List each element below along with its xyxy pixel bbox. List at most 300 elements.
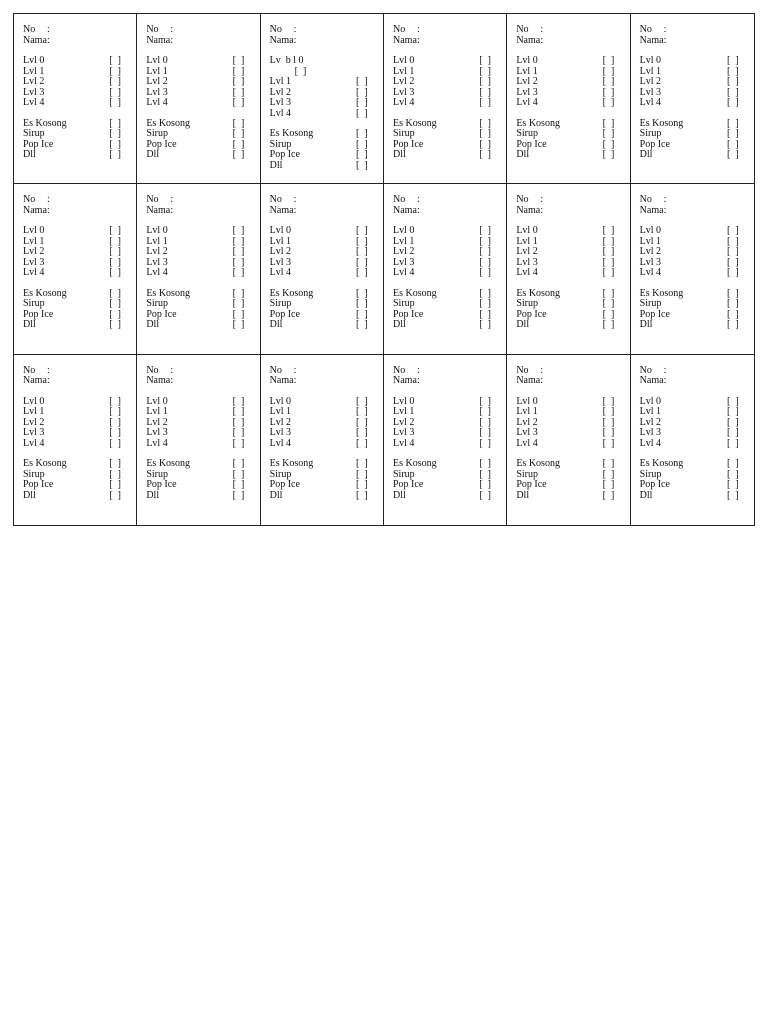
level-options	[516, 56, 619, 109]
checkbox[interactable]: [ ]	[232, 308, 245, 320]
option-label: Lvl 1	[23, 235, 45, 247]
level-option[interactable]	[393, 77, 496, 88]
checkbox[interactable]: [ ]	[356, 308, 368, 320]
checkbox[interactable]: [ ]	[727, 479, 739, 491]
option-label: Pop Ice	[639, 308, 670, 320]
level-option[interactable]	[640, 98, 744, 109]
option-label: Lvl 1	[146, 235, 168, 247]
level-option[interactable]	[270, 439, 373, 450]
nama-field-label: Nama	[393, 34, 417, 46]
option-label: Lvl 1	[639, 65, 662, 77]
checkbox[interactable]: [ ]	[356, 149, 368, 160]
checkbox[interactable]: [ ]	[232, 235, 245, 247]
level-option[interactable]	[146, 56, 249, 67]
checkbox[interactable]: [ ]	[109, 246, 121, 258]
option-label: Es Kosong	[269, 287, 314, 299]
level-option[interactable]	[640, 439, 744, 450]
checkbox[interactable]: [ ]	[109, 128, 121, 139]
level-option[interactable]	[516, 77, 619, 88]
extra-option[interactable]	[270, 150, 373, 161]
checkbox[interactable]: [ ]	[479, 489, 491, 501]
checkbox[interactable]: [ ]	[479, 97, 491, 108]
checkbox[interactable]: [ ]	[479, 308, 491, 320]
level-options	[23, 226, 126, 279]
option-label: Sirup	[269, 298, 292, 310]
extra-option[interactable]	[393, 129, 496, 140]
checkbox[interactable]: [ ]	[602, 267, 615, 279]
nama-field	[516, 376, 619, 387]
nama-field	[640, 206, 744, 217]
option-label: Sirup	[393, 128, 415, 139]
checkbox[interactable]: [ ]	[232, 65, 245, 77]
checkbox[interactable]: [ ]	[356, 76, 368, 87]
checkbox[interactable]: [ ]	[479, 479, 491, 491]
nama-field-label: Nama	[516, 375, 541, 387]
checkbox[interactable]: [ ]	[232, 437, 245, 449]
level-option[interactable]	[393, 268, 496, 279]
checkbox[interactable]: [ ]	[109, 406, 121, 418]
order-card	[507, 184, 630, 354]
option-label: Lvl 0	[23, 225, 45, 237]
checkbox[interactable]: [ ]	[602, 427, 615, 439]
checkbox[interactable]: [ ]	[727, 97, 739, 108]
option-label: Dll	[23, 149, 36, 160]
checkbox[interactable]: [ ]	[356, 138, 368, 150]
extra-option[interactable]	[640, 129, 744, 140]
checkbox[interactable]: [ ]	[479, 287, 491, 299]
checkbox[interactable]: [ ]	[479, 225, 491, 237]
option-label: Pop Ice	[23, 138, 54, 150]
checkbox[interactable]: [ ]	[356, 468, 368, 480]
checkbox[interactable]: [ ]	[356, 267, 368, 279]
checkbox[interactable]: [ ]	[727, 395, 739, 407]
checkbox[interactable]: [ ]	[356, 416, 368, 428]
no-field-label: No	[639, 24, 652, 35]
order-card	[261, 355, 384, 525]
checkbox[interactable]: [ ]	[602, 149, 615, 160]
checkbox[interactable]: [ ]	[232, 55, 245, 66]
no-field-label: No	[146, 194, 159, 206]
checkbox[interactable]: [ ]	[727, 489, 739, 501]
checkbox[interactable]: [ ]	[727, 86, 739, 98]
checkbox[interactable]: [ ]	[479, 319, 491, 331]
level-option[interactable]	[146, 77, 249, 88]
checkbox[interactable]: [ ]	[232, 298, 245, 310]
extra-option[interactable]	[270, 129, 373, 140]
nama-field-colon: :	[663, 204, 667, 216]
checkbox[interactable]: [ ]	[109, 458, 121, 470]
option-label: Lvl 4	[393, 437, 415, 449]
option-label: Lvl 1	[146, 406, 168, 418]
checkbox[interactable]: [ ]	[602, 479, 615, 491]
checkbox[interactable]: [ ]	[232, 128, 245, 139]
no-field-colon: :	[47, 364, 50, 376]
extra-option[interactable]	[23, 129, 126, 140]
checkbox[interactable]: [ ]	[356, 246, 368, 258]
checkbox[interactable]: [ ]	[479, 267, 491, 279]
level-option[interactable]	[640, 77, 744, 88]
checkbox[interactable]: [ ]	[109, 298, 121, 310]
checkbox[interactable]: [ ]	[232, 416, 245, 428]
option-label: Es Kosong	[23, 458, 67, 470]
option-label: Sirup	[393, 468, 415, 480]
option-label: Es Kosong	[516, 458, 560, 470]
extra-option[interactable]	[393, 150, 496, 161]
checkbox[interactable]: [ ]	[232, 267, 245, 279]
checkbox[interactable]: [ ]	[109, 65, 121, 77]
checkbox[interactable]: [ ]	[356, 395, 368, 407]
nama-field-colon: :	[47, 34, 50, 46]
checkbox[interactable]: [ ]	[602, 395, 615, 407]
checkbox[interactable]: [ ]	[356, 489, 368, 501]
extra-option[interactable]	[146, 129, 249, 140]
option-label: Pop Ice	[23, 308, 54, 320]
checkbox[interactable]: [ ]	[109, 395, 121, 407]
level-option[interactable]	[270, 98, 373, 109]
checkbox[interactable]: [ ]	[602, 416, 615, 428]
checkbox[interactable]: [ ]	[356, 159, 368, 171]
level-option[interactable]	[146, 439, 249, 450]
option-label: Lvl 3	[516, 256, 538, 268]
level-option[interactable]	[146, 268, 249, 279]
checkbox[interactable]: [ ]	[727, 128, 739, 139]
checkbox[interactable]: [ ]	[727, 76, 739, 87]
checkbox[interactable]: [ ]	[232, 86, 245, 98]
nama-field-colon: :	[47, 204, 50, 216]
extra-option[interactable]	[146, 150, 249, 161]
level-option[interactable]	[23, 77, 126, 88]
checkbox[interactable]: [ ]	[602, 246, 615, 258]
checkbox[interactable]: [ ]	[232, 489, 245, 501]
level-option[interactable]	[516, 56, 619, 67]
no-field-label: No	[23, 364, 36, 376]
checkbox[interactable]: [ ]	[479, 149, 491, 160]
extra-options	[146, 459, 249, 501]
checkbox[interactable]: [ ]	[602, 128, 615, 139]
checkbox[interactable]: [ ]	[479, 246, 491, 258]
extra-option[interactable]	[23, 491, 126, 502]
checkbox[interactable]: [ ]	[602, 489, 615, 501]
checkbox[interactable]: [ ]	[479, 128, 491, 139]
extra-option[interactable]	[393, 320, 496, 331]
option-label: Lvl 4	[23, 437, 45, 449]
option-label: Lvl 2	[639, 416, 662, 428]
extra-option[interactable]	[393, 491, 496, 502]
checkbox[interactable]: [ ]	[232, 458, 245, 470]
option-label: Lvl 0	[639, 225, 662, 237]
checkbox[interactable]: [ ]	[602, 468, 615, 480]
checkbox[interactable]: [ ]	[602, 138, 615, 150]
checkbox[interactable]: [ ]	[727, 149, 739, 160]
checkbox[interactable]: [ ]	[356, 97, 368, 108]
nama-field-label: Nama	[639, 204, 664, 216]
checkbox[interactable]: [ ]	[109, 97, 121, 108]
option-label: Lvl 2	[393, 76, 415, 87]
option-label: Lvl 2	[23, 416, 45, 428]
checkbox[interactable]: [ ]	[479, 427, 491, 439]
checkbox[interactable]: [ ]	[479, 76, 491, 87]
extra-option[interactable]	[516, 320, 619, 331]
level-option[interactable]	[23, 56, 126, 67]
nama-field-label: Nama	[146, 375, 171, 387]
checkbox[interactable]: [ ]	[109, 437, 121, 449]
checkbox[interactable]: [ ]	[602, 225, 615, 237]
checkbox[interactable]: [ ]	[602, 319, 615, 331]
level-option[interactable]	[23, 98, 126, 109]
checkbox[interactable]: [ ]	[232, 138, 245, 150]
checkbox[interactable]: [ ]	[727, 267, 739, 279]
checkbox[interactable]: [ ]	[602, 406, 615, 418]
checkbox[interactable]: [ ]	[232, 287, 245, 299]
checkbox[interactable]: [ ]	[356, 107, 368, 119]
option-label: Lvl 0	[516, 55, 538, 66]
no-field-colon: :	[170, 194, 174, 206]
checkbox[interactable]: [ ]	[232, 76, 245, 87]
checkbox[interactable]: [ ]	[109, 55, 121, 66]
checkbox[interactable]: [ ]	[356, 298, 368, 310]
checkbox[interactable]: [ ]	[602, 287, 615, 299]
checkbox[interactable]: [ ]	[109, 308, 121, 320]
checkbox[interactable]: [ ]	[727, 437, 739, 449]
checkbox[interactable]: [ ]	[727, 256, 739, 268]
checkbox[interactable]: [ ]	[602, 55, 615, 66]
nama-field	[270, 36, 373, 47]
checkbox[interactable]: [ ]	[232, 256, 245, 268]
extra-option[interactable]	[516, 129, 619, 140]
nama-field	[23, 206, 126, 217]
level-option[interactable]	[516, 439, 619, 450]
nama-field-colon: :	[417, 204, 420, 216]
level-option[interactable]	[393, 439, 496, 450]
option-label: Es Kosong	[146, 458, 190, 470]
checkbox[interactable]: [ ]	[602, 298, 615, 310]
extra-option[interactable]	[516, 150, 619, 161]
checkbox[interactable]: [ ]	[109, 86, 121, 98]
checkbox[interactable]: [ ]	[356, 437, 368, 449]
checkbox[interactable]: [ ]	[356, 427, 368, 439]
checkbox[interactable]: [ ]	[602, 235, 615, 247]
checkbox[interactable]: [ ]	[232, 468, 245, 480]
option-label: Lvl 1	[516, 235, 538, 247]
checkbox[interactable]: [ ]	[727, 55, 739, 66]
checkbox[interactable]: [ ]	[727, 458, 739, 470]
checkbox[interactable]: [ ]	[727, 298, 739, 310]
checkbox[interactable]: [ ]	[109, 149, 121, 160]
option-label: Lvl 2	[146, 416, 168, 428]
checkbox[interactable]: [ ]	[356, 319, 368, 331]
checkbox[interactable]: [ ]	[356, 406, 368, 418]
checkbox[interactable]: [ ]	[479, 235, 491, 247]
option-label: Pop Ice	[516, 138, 547, 150]
checkbox[interactable]: [ ]	[232, 225, 245, 237]
checkbox[interactable]: [ ]	[479, 458, 491, 470]
checkbox[interactable]: [ ]	[109, 76, 121, 87]
checkbox[interactable]: [ ]	[602, 256, 615, 268]
checkbox[interactable]: [ ]	[479, 395, 491, 407]
option-label: Lvl 0	[146, 55, 168, 66]
checkbox[interactable]: [ ]	[109, 117, 121, 129]
option-label: Es Kosong	[639, 287, 684, 299]
option-label: Lvl 4	[269, 437, 292, 449]
checkbox[interactable]: [ ]	[109, 138, 121, 150]
checkbox[interactable]: [ ]	[479, 65, 491, 77]
order-card	[261, 14, 384, 184]
checkbox[interactable]: [ ]	[479, 406, 491, 418]
checkbox[interactable]: [ ]	[356, 256, 368, 268]
option-label: Es Kosong	[269, 458, 314, 470]
checkbox[interactable]: [ ]	[356, 128, 368, 139]
checkbox[interactable]: [ ]	[109, 427, 121, 439]
checkbox[interactable]: [ ]	[479, 138, 491, 150]
checkbox[interactable]: [ ]	[727, 319, 739, 331]
checkbox[interactable]: [ ]	[109, 479, 121, 491]
level-option[interactable]	[393, 56, 496, 67]
checkbox[interactable]: [ ]	[356, 479, 368, 491]
level-option[interactable]	[640, 56, 744, 67]
extra-option[interactable]	[23, 150, 126, 161]
option-label: Lvl 0	[146, 225, 168, 237]
checkbox[interactable]: [ ]	[232, 117, 245, 129]
checkbox[interactable]: [ ]	[479, 86, 491, 98]
checkbox[interactable]: [ ]	[356, 86, 368, 98]
checkbox[interactable]: [ ]	[109, 416, 121, 428]
option-label: Sirup	[639, 468, 662, 480]
no-field-label: No	[23, 194, 36, 206]
checkbox[interactable]: [ ]	[232, 97, 245, 108]
checkbox[interactable]: [ ]	[232, 149, 245, 160]
checkbox[interactable]: [ ]	[479, 55, 491, 66]
checkbox[interactable]: [ ]	[479, 468, 491, 480]
checkbox[interactable]: [ ]	[727, 416, 739, 428]
level-option[interactable]	[270, 109, 373, 120]
checkbox[interactable]: [ ]	[232, 406, 245, 418]
level-option[interactable]	[516, 268, 619, 279]
checkbox[interactable]: [ ]	[294, 65, 307, 77]
checkbox[interactable]: [ ]	[479, 298, 491, 310]
checkbox[interactable]: [ ]	[356, 225, 368, 237]
checkbox[interactable]: [ ]	[479, 256, 491, 268]
checkbox[interactable]: [ ]	[479, 416, 491, 428]
checkbox[interactable]: [ ]	[727, 308, 739, 320]
checkbox[interactable]: [ ]	[109, 267, 121, 279]
extra-option[interactable]	[146, 320, 249, 331]
no-field-label: No	[23, 24, 36, 35]
checkbox[interactable]: [ ]	[232, 319, 245, 331]
checkbox[interactable]: [ ]	[727, 235, 739, 247]
checkbox[interactable]: [ ]	[727, 246, 739, 258]
checkbox[interactable]: [ ]	[602, 65, 615, 77]
checkbox[interactable]: [ ]	[602, 86, 615, 98]
option-label: Es Kosong	[516, 117, 560, 129]
checkbox[interactable]: [ ]	[727, 406, 739, 418]
option-label: Lvl 2	[516, 416, 538, 428]
level-options	[146, 56, 249, 109]
checkbox[interactable]: [ ]	[602, 117, 615, 129]
extra-option[interactable]	[23, 320, 126, 331]
level-option[interactable]	[23, 268, 126, 279]
level-option[interactable]	[23, 439, 126, 450]
checkbox[interactable]: [ ]	[109, 319, 121, 331]
checkbox[interactable]: [ ]	[727, 225, 739, 237]
checkbox[interactable]: [ ]	[479, 437, 491, 449]
level-option[interactable]	[270, 77, 373, 88]
extra-option[interactable]	[640, 320, 744, 331]
option-label: Es Kosong	[393, 458, 437, 470]
checkbox[interactable]: [ ]	[602, 97, 615, 108]
checkbox[interactable]: [ ]	[232, 427, 245, 439]
option-label: Es Kosong	[23, 287, 67, 299]
checkbox[interactable]: [ ]	[232, 479, 245, 491]
option-label: Lvl 3	[639, 427, 662, 439]
checkbox[interactable]: [ ]	[602, 458, 615, 470]
order-card	[14, 184, 137, 354]
checkbox[interactable]: [ ]	[356, 458, 368, 470]
order-card	[137, 14, 260, 184]
checkbox[interactable]: [ ]	[356, 235, 368, 247]
nama-field	[393, 206, 496, 217]
level-option[interactable]	[270, 268, 373, 279]
checkbox[interactable]: [ ]	[109, 235, 121, 247]
extra-option[interactable]	[516, 491, 619, 502]
extra-option[interactable]	[146, 491, 249, 502]
extra-option[interactable]	[640, 491, 744, 502]
checkbox[interactable]: [ ]	[109, 468, 121, 480]
checkbox[interactable]: [ ]	[232, 246, 245, 258]
extra-option[interactable]	[270, 320, 373, 331]
checkbox[interactable]: [ ]	[602, 308, 615, 320]
nama-field-colon: :	[540, 204, 544, 216]
no-field-colon: :	[663, 364, 667, 376]
option-label: Sirup	[23, 128, 45, 139]
option-label: Lvl 4	[639, 267, 662, 279]
checkbox[interactable]: [ ]	[727, 117, 739, 129]
option-label: Lvl 1	[269, 76, 292, 87]
option-label: Lvl 2	[269, 246, 292, 258]
nama-field-label: Nama	[393, 375, 417, 387]
extra-option[interactable]	[270, 491, 373, 502]
checkbox[interactable]: [ ]	[727, 287, 739, 299]
nama-field-label: Nama	[23, 204, 47, 216]
checkbox[interactable]: [ ]	[109, 256, 121, 268]
level-option[interactable]	[393, 98, 496, 109]
checkbox[interactable]: [ ]	[602, 76, 615, 87]
checkbox[interactable]: [ ]	[232, 395, 245, 407]
extra-options	[393, 119, 496, 161]
level-option[interactable]	[516, 98, 619, 109]
nama-field	[393, 36, 496, 47]
option-label: Lvl 0	[393, 55, 415, 66]
checkbox[interactable]: [ ]	[109, 287, 121, 299]
checkbox[interactable]: [ ]	[479, 117, 491, 129]
option-label: Es Kosong	[146, 117, 190, 129]
extra-option[interactable]	[640, 150, 744, 161]
checkbox[interactable]: [ ]	[109, 489, 121, 501]
option-label: Dll	[393, 149, 406, 160]
checkbox[interactable]: [ ]	[602, 437, 615, 449]
level-option[interactable]	[640, 268, 744, 279]
option-label: Lvl 2	[146, 246, 168, 258]
checkbox[interactable]: [ ]	[727, 138, 739, 150]
nama-field	[640, 36, 744, 47]
level-option[interactable]	[146, 98, 249, 109]
checkbox[interactable]: [ ]	[727, 65, 739, 77]
checkbox[interactable]: [ ]	[109, 225, 121, 237]
checkbox[interactable]: [ ]	[727, 468, 739, 480]
checkbox[interactable]: [ ]	[727, 427, 739, 439]
checkbox[interactable]: [ ]	[356, 287, 368, 299]
extra-option[interactable]	[270, 161, 373, 172]
nama-field	[23, 376, 126, 387]
